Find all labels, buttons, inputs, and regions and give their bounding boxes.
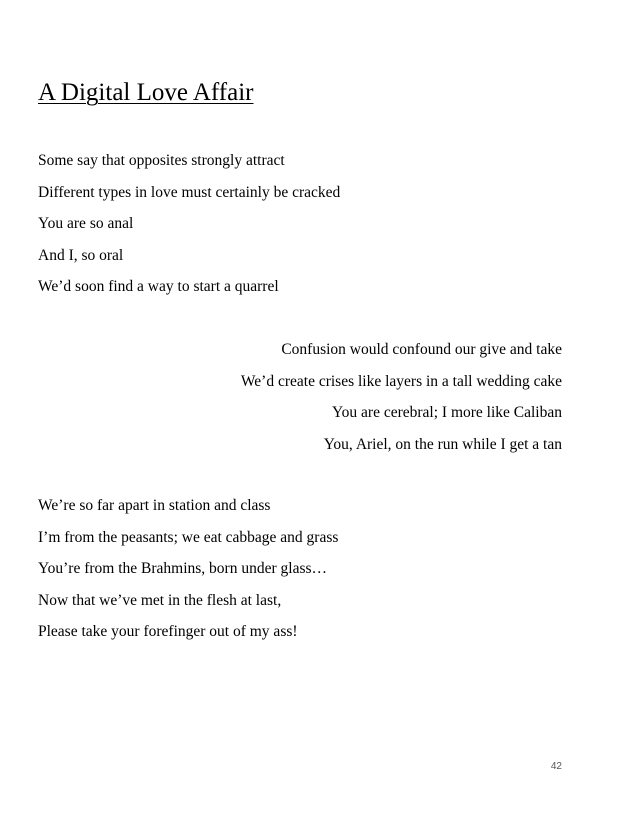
stanza-3 (38, 490, 562, 648)
stanza-1 (38, 145, 562, 303)
poem-line: I’m from the peasants; we eat cabbage and grass (38, 528, 339, 546)
poem-line: Different types in love must certainly be cracked (38, 183, 341, 201)
poem-line: You are cerebral; I more like Caliban (332, 404, 562, 421)
page-number: 42 (550, 761, 562, 772)
poem-line: Please take your forefinger out of my ass! (38, 623, 298, 640)
poem-line: We’d soon find a way to start a quarrel (38, 278, 279, 295)
poem-line: You’re from the Brahmins, born under glass… (38, 560, 328, 577)
poem-line: We’re so far apart in station and class (38, 497, 271, 514)
poem-line: Some say that opposites strongly attract (38, 152, 285, 169)
poem-title: A Digital Love Affair (38, 79, 254, 106)
poem-line: And I, so oral (38, 246, 124, 264)
poem-line: You, Ariel, on the run while I get a tan (323, 435, 562, 453)
stanza-2 (38, 334, 562, 460)
poem-line: Confusion would confound our give and take (281, 341, 562, 358)
poem-line: We’d create crises like layers in a tall wedding cake (240, 372, 562, 390)
poem-line: You are so anal (38, 215, 134, 232)
poem-line: Now that we’ve met in the flesh at last, (38, 591, 282, 609)
